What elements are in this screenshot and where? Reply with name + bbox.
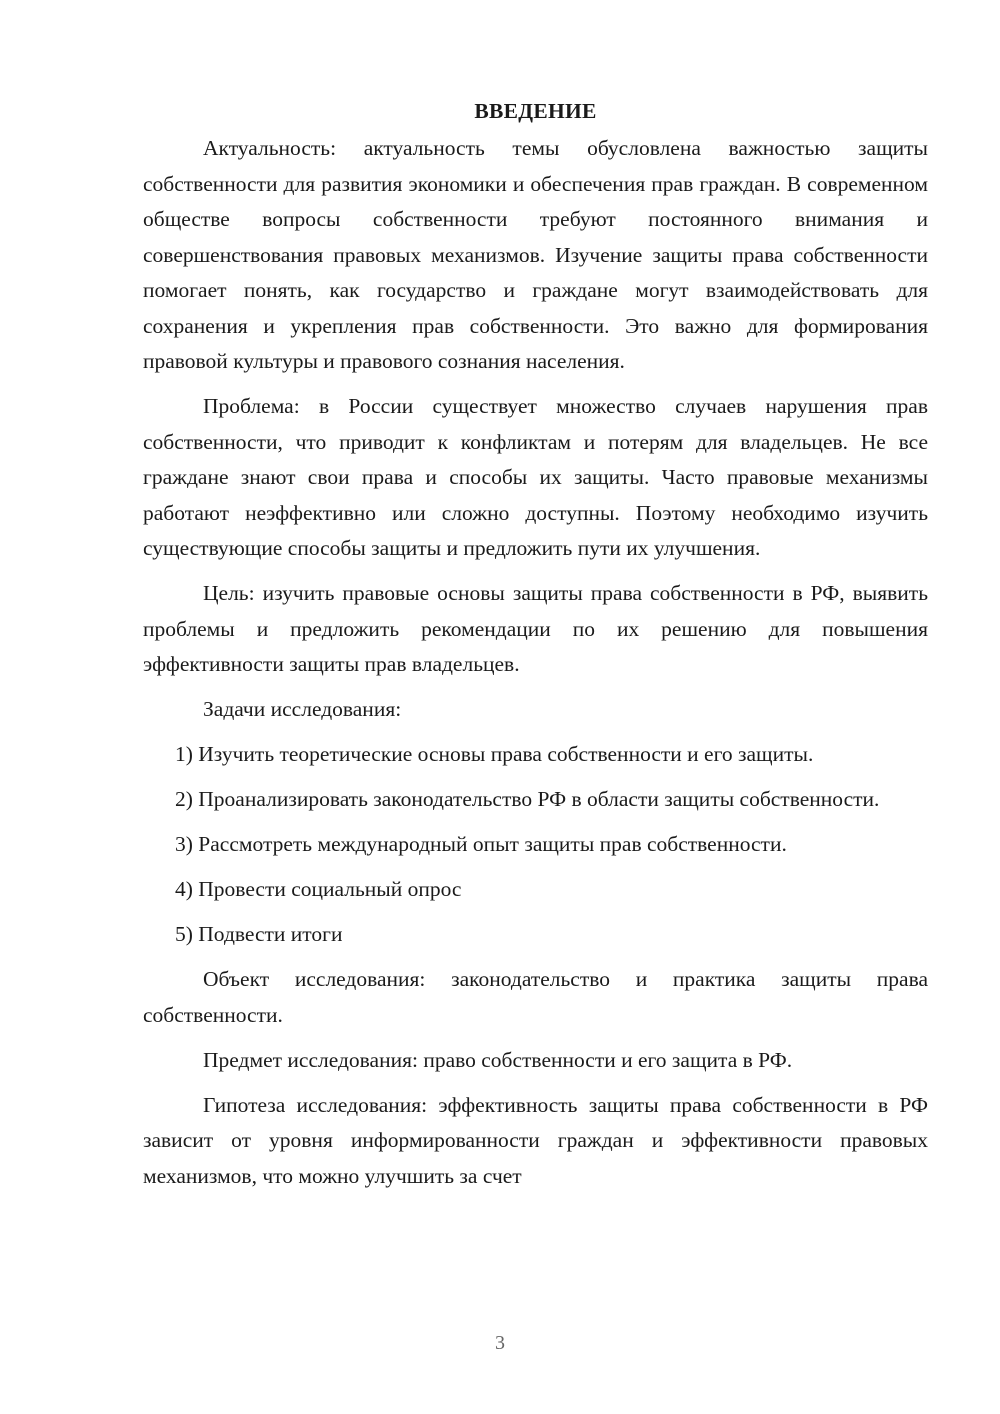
paragraph-hypothesis: Гипотеза исследования: эффективность защиты права собственности в РФ зависит от уровня информированности граждан и эффективности правовых механизмов, что можно улучшить за счет [143, 1092, 928, 1188]
paragraph-goal: Цель: изучить правовые основы защиты права собственности в РФ, выявить проблемы и предложить рекомендации по их решению для повышения эффективности защиты прав владельцев. [143, 581, 928, 676]
paragraph-object: Объект исследования: законодательство и практика защиты права собственности. [143, 967, 928, 1027]
page-content [143, 98, 928, 1194]
task-item-4: 4) Провести социальный опрос [175, 877, 462, 901]
task-item-1: 1) Изучить теоретические основы права собственности и его защиты. [175, 742, 814, 766]
paragraph-problem: Проблема: в России существует множество случаев нарушения прав собственности, что приводит к конфликтам и потерям для владельцев. Не все граждане знают свои права и способы их защиты. Часто правовые механизмы работают неэффективно или сложно доступны. Поэтому необходимо изучить существующие способы защиты и предложить пути их улучшения. [143, 394, 928, 560]
page-number: 3 [495, 1332, 505, 1354]
page-title: ВВЕДЕНИЕ [474, 99, 597, 123]
task-item-3: 3) Рассмотреть международный опыт защиты прав собственности. [175, 832, 787, 856]
paragraph-subject: Предмет исследования: право собственности и его защита в РФ. [203, 1047, 793, 1072]
task-item-5: 5) Подвести итоги [175, 922, 343, 946]
tasks-heading: Задачи исследования: [203, 697, 402, 721]
paragraph-relevance: Актуальность: актуальность темы обусловлена важностью защиты собственности для развития экономики и обеспечения прав граждан. В современном обществе вопросы собственности требуют постоянного внимания и совершенствования правовых механизмов. Изучение защиты права собственности помогает понять, как государство и граждане могут взаимодействовать для сохранения и укрепления прав собственности. Это важно для формирования правовой культуры и правового сознания населения. [143, 136, 928, 373]
task-item-2: 2) Проанализировать законодательство РФ в области защиты собственности. [175, 787, 880, 811]
